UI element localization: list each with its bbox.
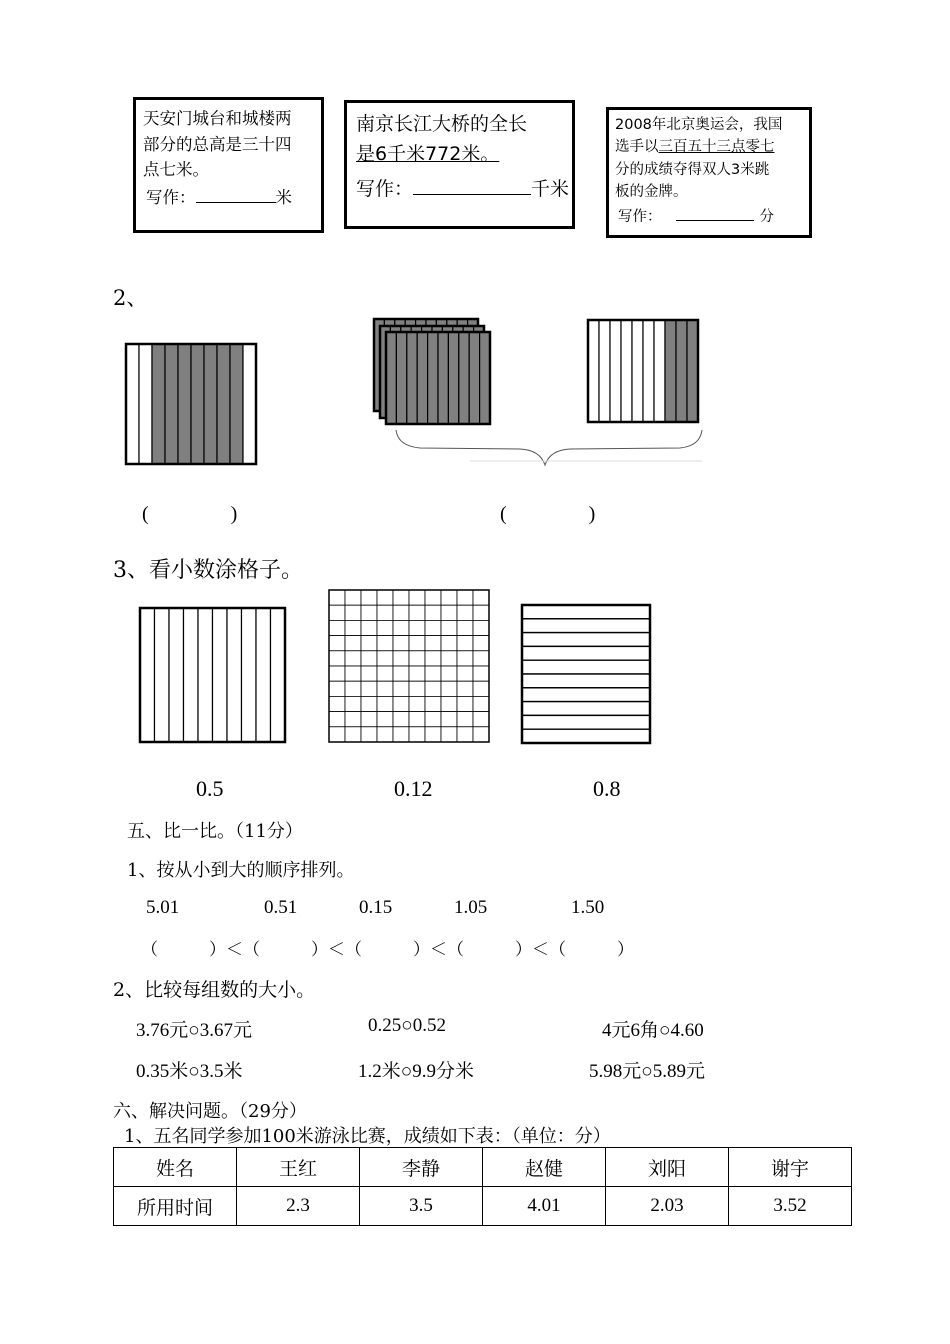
paint-cell [393, 666, 409, 681]
card-text: 部分的总高是三十四 [143, 134, 292, 154]
paint-cell [473, 651, 489, 666]
paint-cell [441, 681, 457, 696]
decimal-label: 0.5 [196, 776, 224, 801]
number-item: 1.05 [454, 897, 488, 918]
paint-cell [522, 729, 650, 743]
number-item: 5.01 [146, 897, 180, 918]
paint-cell [198, 608, 213, 742]
grid-fraction-1 [126, 344, 256, 464]
grid-cell [165, 344, 178, 464]
paint-cell [329, 727, 345, 742]
number-item: 0.15 [359, 897, 393, 918]
paint-cell [409, 696, 425, 711]
table-cell: 3.5 [360, 1187, 483, 1226]
grid-cell [243, 344, 256, 464]
card-text: 点七米。 [143, 160, 209, 180]
grid-fraction-3 [588, 320, 698, 422]
grid-cell [459, 332, 469, 424]
grid-cell [178, 344, 191, 464]
paint-cell [457, 590, 473, 605]
paint-cell [441, 696, 457, 711]
paint-cell [361, 605, 377, 620]
section-6-heading: 六、解决问题。（29分） [113, 1101, 307, 1122]
write-label: 写作： [618, 208, 662, 225]
decimal-label: 0.12 [394, 776, 433, 801]
paint-cell [425, 681, 441, 696]
grid-cell [396, 332, 406, 424]
paint-cell [345, 605, 361, 620]
answer-paren-1[interactable] [142, 503, 237, 526]
paint-cell [457, 712, 473, 727]
grid-cell [480, 332, 490, 424]
paint-cell [473, 712, 489, 727]
paint-cell [522, 660, 650, 674]
grid-stacked-wholes [374, 319, 490, 424]
paint-cell [361, 636, 377, 651]
paint-cell [393, 590, 409, 605]
paint-cell [425, 696, 441, 711]
q1-title-swim: 1、五名同学参加100米游泳比赛，成绩如下表：（单位：分） [124, 1126, 611, 1147]
paint-cell [345, 590, 361, 605]
paint-cell [441, 727, 457, 742]
paint-cell [457, 651, 473, 666]
paint-cell [377, 605, 393, 620]
paint-cell [345, 681, 361, 696]
decimal-label: 0.8 [593, 776, 621, 801]
paint-cell [329, 712, 345, 727]
paint-cell [393, 620, 409, 635]
compare-item[interactable]: 5.98元○5.89元 [589, 1061, 705, 1082]
swim-results-table [113, 1147, 852, 1226]
paint-cell [345, 712, 361, 727]
grid-cell [588, 320, 599, 422]
paint-cell [169, 608, 184, 742]
paint-cell [457, 605, 473, 620]
paint-cell [457, 666, 473, 681]
paint-cell [425, 605, 441, 620]
paint-cell [393, 651, 409, 666]
section-5-heading: 五、比一比。（11分） [127, 821, 303, 842]
paint-cell [441, 666, 457, 681]
table-header-cell: 赵健 [483, 1148, 606, 1187]
number-item: 0.51 [264, 897, 298, 918]
grid-cell [469, 332, 479, 424]
card-text: 选手以 [615, 139, 659, 156]
table-header-cell: 谢宇 [729, 1148, 852, 1187]
paint-cell [409, 727, 425, 742]
paint-cell [409, 620, 425, 635]
paint-cell [329, 696, 345, 711]
compare-item[interactable]: 1.2米○9.9分米 [358, 1061, 474, 1082]
grid-cell [665, 320, 676, 422]
grid-cell [217, 344, 230, 464]
grid-cell [438, 332, 448, 424]
paint-cell [409, 712, 425, 727]
table-cell: 2.03 [606, 1187, 729, 1226]
table-cell: 3.52 [729, 1187, 852, 1226]
paint-cell [393, 727, 409, 742]
paint-cell [425, 636, 441, 651]
grid-cell [676, 320, 687, 422]
paint-cell [213, 608, 228, 742]
paint-cell [329, 666, 345, 681]
card-text: 南京长江大桥的全长 [356, 113, 528, 135]
compare-item[interactable]: 4元6角○4.60 [602, 1020, 704, 1041]
table-row [114, 1187, 852, 1226]
paint-cell [256, 608, 271, 742]
paint-cell [425, 727, 441, 742]
card-text: 板的金牌。 [615, 184, 688, 201]
compare-item[interactable]: 0.25○0.52 [368, 1015, 446, 1036]
paint-cell [329, 605, 345, 620]
paint-cell [393, 712, 409, 727]
compare-item[interactable]: 3.76元○3.67元 [136, 1020, 252, 1041]
paint-cell [425, 712, 441, 727]
grid-cell [632, 320, 643, 422]
section-2-heading: 2、 [113, 286, 148, 310]
paint-cell [473, 636, 489, 651]
paint-cell [345, 696, 361, 711]
q1-title: 1、按从小到大的顺序排列。 [127, 860, 355, 881]
paint-cell [441, 651, 457, 666]
paint-cell [377, 636, 393, 651]
paint-cell [473, 605, 489, 620]
unit-label: 千米 [531, 177, 570, 200]
paint-cell [361, 620, 377, 635]
paint-cell [441, 712, 457, 727]
paint-cell [393, 681, 409, 696]
paint-cell [155, 608, 170, 742]
paren-close: ) [230, 503, 238, 525]
card-text: 2008年北京奥运会，我国 [615, 117, 783, 133]
order-answer-row[interactable]: （ ）＜（ ）＜（ ）＜（ ）＜（ ） [141, 940, 634, 960]
card-underlined-text: 是6千米772米。 [356, 143, 500, 166]
paint-cell [522, 702, 650, 716]
grid-hundredths-0.12[interactable] [329, 590, 489, 742]
table-header-cell: 李静 [360, 1148, 483, 1187]
paint-cell [522, 674, 650, 688]
paint-cell [242, 608, 257, 742]
grid-cell [643, 320, 654, 422]
paint-cell [522, 619, 650, 633]
paint-cell [457, 636, 473, 651]
paint-cell [457, 620, 473, 635]
grid-cell [448, 332, 458, 424]
paint-cell [425, 666, 441, 681]
paint-cell [393, 636, 409, 651]
table-header-cell: 王红 [237, 1148, 360, 1187]
unit-label: 分 [759, 208, 774, 225]
paint-cell [409, 651, 425, 666]
paint-cell [271, 608, 286, 742]
paint-cell [473, 590, 489, 605]
table-row [114, 1148, 852, 1187]
paint-cell [377, 620, 393, 635]
grid-cell [230, 344, 243, 464]
table-cell: 2.3 [237, 1187, 360, 1226]
paint-cell [473, 666, 489, 681]
grid-rows-0.8[interactable] [522, 605, 650, 743]
paint-cell [361, 712, 377, 727]
paint-cell [329, 651, 345, 666]
grid-cell [126, 344, 139, 464]
paint-cell [361, 666, 377, 681]
grid-cell [687, 320, 698, 422]
grid-cell [621, 320, 632, 422]
paint-cell [329, 620, 345, 635]
write-label: 写作： [356, 177, 414, 200]
paint-cell [425, 590, 441, 605]
card-text: 分的成绩夺得双人3米跳 [615, 161, 770, 178]
paint-cell [345, 727, 361, 742]
paint-cell [345, 666, 361, 681]
paint-cell [377, 727, 393, 742]
paint-cell [409, 590, 425, 605]
table-cell: 所用时间 [114, 1187, 237, 1226]
paint-cell [473, 681, 489, 696]
paint-cell [377, 696, 393, 711]
paint-cell [329, 681, 345, 696]
paint-cell [377, 681, 393, 696]
grid-cell [610, 320, 621, 422]
paint-cell [409, 636, 425, 651]
paint-cell [409, 666, 425, 681]
answer-paren-2[interactable] [500, 503, 595, 526]
paint-cell [522, 646, 650, 660]
grid-cell [139, 344, 152, 464]
paint-cell [377, 666, 393, 681]
paint-cell [361, 651, 377, 666]
paren-open: ( [142, 503, 149, 525]
paint-cell [473, 620, 489, 635]
brace [396, 430, 702, 465]
card-underlined-text: 三百五十三点零七 [658, 139, 775, 156]
paint-cell [361, 590, 377, 605]
paint-cell [329, 636, 345, 651]
grid-cell [386, 332, 396, 424]
paint-cell [441, 590, 457, 605]
paint-cell [361, 727, 377, 742]
grid-cell [204, 344, 217, 464]
paint-cell [473, 727, 489, 742]
paint-cell [377, 590, 393, 605]
grid-cell [654, 320, 665, 422]
paint-cell [345, 620, 361, 635]
grid-cell [428, 332, 438, 424]
table-header-cell: 姓名 [114, 1148, 237, 1187]
paren-open: ( [500, 503, 507, 525]
paint-cell [409, 681, 425, 696]
paint-cell [377, 651, 393, 666]
paint-cell [227, 608, 242, 742]
paint-cell [425, 620, 441, 635]
paint-cell [522, 633, 650, 647]
paint-cell [377, 712, 393, 727]
paint-cell [425, 651, 441, 666]
paint-cell [441, 636, 457, 651]
paint-cell [522, 688, 650, 702]
paint-cell [457, 727, 473, 742]
section-3-heading: 3、看小数涂格子。 [113, 558, 303, 583]
paint-cell [345, 651, 361, 666]
grid-columns-0.5[interactable] [140, 608, 285, 742]
grid-cell [152, 344, 165, 464]
card-text: 天安门城台和城楼两 [143, 109, 292, 128]
paint-cell [522, 715, 650, 729]
paint-cell [441, 605, 457, 620]
paint-cell [184, 608, 199, 742]
paint-cell [457, 681, 473, 696]
paint-cell [361, 681, 377, 696]
unit-label: 米 [275, 187, 292, 207]
paint-cell [457, 696, 473, 711]
paint-cell [393, 696, 409, 711]
paint-cell [522, 605, 650, 619]
paint-cell [441, 620, 457, 635]
paint-cell [409, 605, 425, 620]
grid-cell [191, 344, 204, 464]
grid-cell [407, 332, 417, 424]
number-item: 1.50 [571, 897, 605, 918]
paren-close: ) [588, 503, 596, 525]
q2-title: 2、比较每组数的大小。 [113, 979, 316, 1001]
grid-cell [417, 332, 427, 424]
paint-cell [140, 608, 155, 742]
paint-cell [345, 636, 361, 651]
table-cell: 4.01 [483, 1187, 606, 1226]
write-label: 写作： [146, 187, 196, 207]
paint-cell [473, 696, 489, 711]
table-header-cell: 刘阳 [606, 1148, 729, 1187]
compare-item[interactable]: 0.35米○3.5米 [136, 1061, 243, 1082]
paint-cell [329, 590, 345, 605]
paint-cell [393, 605, 409, 620]
grid-cell [599, 320, 610, 422]
paint-cell [361, 696, 377, 711]
